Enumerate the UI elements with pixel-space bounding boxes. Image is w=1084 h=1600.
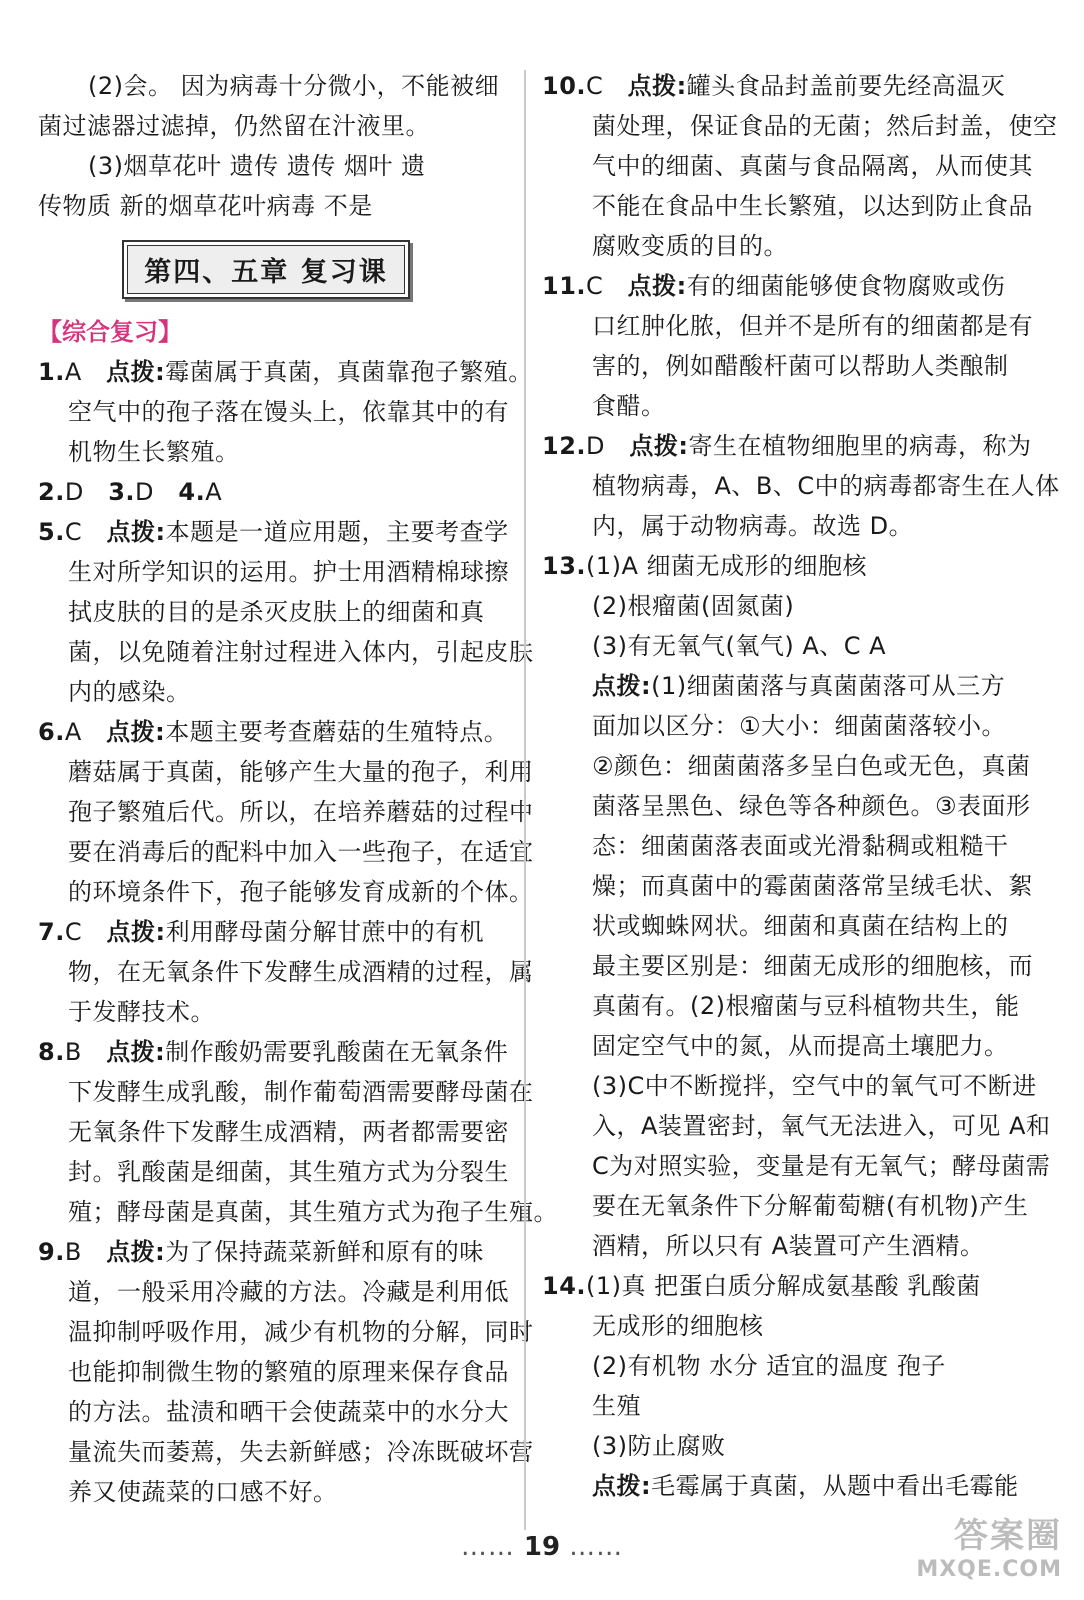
q11-line: 食醋。	[592, 392, 666, 420]
q1-line: 机物生长繁殖。	[68, 438, 240, 466]
q11-line: 害的，例如醋酸杆菌可以帮助人类酿制	[592, 352, 1009, 380]
q14-sub: (2)有机物 水分 适宜的温度 孢子	[592, 1352, 946, 1380]
q13-hint: 点拨:(1)细菌菌落与真菌菌落可从三方	[592, 672, 1006, 700]
q5-line: 内的感染。	[68, 678, 191, 706]
q13-line: 真菌有。(2)根瘤菌与豆科植物共生，能	[592, 992, 1020, 1020]
answer-item-11: 11.C 点拨:有的细菌能够使食物腐败或伤	[542, 272, 1006, 300]
q12-line: 植物病毒，A、B、C中的病毒都寄生在人体	[592, 472, 1060, 500]
q5-line: 拭皮肤的目的是杀灭皮肤上的细菌和真	[68, 598, 485, 626]
answer-item-8: 8.B 点拨:制作酸奶需要乳酸菌在无氧条件	[38, 1038, 509, 1066]
q1-line: 空气中的孢子落在馒头上，依靠其中的有	[68, 398, 509, 426]
q8-line: 无氧条件下发酵生成酒精，两者都需要密	[68, 1118, 509, 1146]
q6-line: 的环境条件下，孢子能够发育成新的个体。	[68, 878, 534, 906]
watermark-logo: 答案圈	[954, 1516, 1062, 1556]
q13-sub: (2)根瘤菌(固氮菌)	[592, 592, 795, 620]
column-divider	[524, 70, 526, 1530]
intro-line-3: (3)烟草花叶 遗传 遗传 烟叶 遗	[88, 152, 426, 180]
left-column	[38, 66, 558, 1512]
answer-item-13: 13.(1)A 细菌无成形的细胞核	[542, 552, 868, 580]
q8-line: 下发酵生成乳酸，制作葡萄酒需要酵母菌在	[68, 1078, 534, 1106]
answer-item-1: 1.A 点拨:霉菌属于真菌，真菌靠孢子繁殖。	[38, 358, 533, 386]
q10-line: 菌处理，保证食品的无菌；然后封盖，使空	[592, 112, 1058, 140]
q8-line: 封。乳酸菌是细菌，其生殖方式为分裂生	[68, 1158, 509, 1186]
q9-line: 养又使蔬菜的口感不好。	[68, 1478, 338, 1506]
q13-line: 酒精，所以只有 A装置可产生酒精。	[592, 1232, 985, 1260]
answer-item-6: 6.A 点拨:本题主要考查蘑菇的生殖特点。	[38, 718, 509, 746]
q10-line: 气中的细菌、真菌与食品隔离，从而使其	[592, 152, 1033, 180]
q13-sub: (3)有无氧气(氧气) A、C A	[592, 632, 887, 660]
answer-item-10: 10.C 点拨:罐头食品封盖前要先经高温灭	[542, 72, 1006, 100]
q14-sub: (3)防止腐败	[592, 1432, 726, 1460]
q9-line: 道，一般采用冷藏的方法。冷藏是利用低	[68, 1278, 509, 1306]
q10-line: 腐败变质的目的。	[592, 232, 788, 260]
q7-line: 物，在无氧条件下发酵生成酒精的过程，属	[68, 958, 534, 986]
footer-dots-right: ……	[569, 1532, 624, 1562]
chapter-box	[122, 240, 409, 299]
q8-line: 殖；酵母菌是真菌，其生殖方式为孢子生殖。	[68, 1198, 558, 1226]
answer-item-9: 9.B 点拨:为了保持蔬菜新鲜和原有的味	[38, 1238, 484, 1266]
q13-line: C为对照实验，变量是有无氧气；酵母菌需	[592, 1152, 1051, 1180]
q13-line: 菌落呈黑色、绿色等各种颜色。③表面形	[592, 792, 1031, 820]
page-number: 19	[523, 1532, 561, 1562]
q13-line: 燥；而真菌中的霉菌菌落常呈绒毛状、絮	[592, 872, 1033, 900]
q13-line: 最主要区别是：细菌无成形的细胞核，而	[592, 952, 1033, 980]
chapter-title: 第四、五章 复习课	[127, 245, 404, 294]
q5-line: 菌，以免随着注射过程进入体内，引起皮肤	[68, 638, 534, 666]
right-column	[542, 66, 1060, 1506]
watermark-url: MXQE.COM	[916, 1557, 1062, 1582]
section-label: 【综合复习】	[38, 318, 182, 346]
answer-item-5: 5.C 点拨:本题是一道应用题，主要考查学	[38, 518, 509, 546]
intro-line-1: (2)会。 因为病毒十分微小，不能被细	[88, 72, 500, 100]
answer-item-12: 12.D 点拨:寄生在植物细胞里的病毒，称为	[542, 432, 1032, 460]
q13-line: 要在无氧条件下分解葡萄糖(有机物)产生	[592, 1192, 1029, 1220]
q14-hint: 点拨:毛霉属于真菌，从题中看出毛霉能	[592, 1472, 1019, 1500]
q12-line: 内，属于动物病毒。故选 D。	[592, 512, 914, 540]
footer-dots-left: ……	[460, 1532, 515, 1562]
q10-line: 不能在食品中生长繁殖，以达到防止食品	[592, 192, 1033, 220]
intro-line-4: 传物质 新的烟草花叶病毒 不是	[38, 192, 373, 220]
q13-line: 固定空气中的氮，从而提高土壤肥力。	[592, 1032, 1009, 1060]
chapter-heading	[38, 226, 514, 312]
q7-line: 于发酵技术。	[68, 998, 215, 1026]
answer-item-14: 14.(1)真 把蛋白质分解成氨基酸 乳酸菌	[542, 1272, 981, 1300]
q13-line: 状或蜘蛛网状。细菌和真菌在结构上的	[592, 912, 1009, 940]
q9-line: 温抑制呼吸作用，减少有机物的分解，同时	[68, 1318, 534, 1346]
q13-line: 入，A装置密封，氧气无法进入，可见 A和	[592, 1112, 1051, 1140]
q6-line: 蘑菇属于真菌，能够产生大量的孢子，利用	[68, 758, 534, 786]
q6-line: 要在消毒后的配料中加入一些孢子，在适宜	[68, 838, 534, 866]
answer-item-7: 7.C 点拨:利用酵母菌分解甘蔗中的有机	[38, 918, 485, 946]
q13-line: (3)C中不断搅拌，空气中的氧气可不断进	[592, 1072, 1037, 1100]
q13-line: 面加以区分：①大小：细菌菌落较小。	[592, 712, 1007, 740]
q5-line: 生对所学知识的运用。护士用酒精棉球擦	[68, 558, 509, 586]
q13-line: 态：细菌菌落表面或光滑黏稠或粗糙干	[592, 832, 1009, 860]
answer-items-2-4: 2.D 3.D 4.A	[38, 478, 223, 506]
intro-line-2: 菌过滤器过滤掉，仍然留在汁液里。	[38, 112, 430, 140]
q13-line: ②颜色：细菌菌落多呈白色或无色，真菌	[592, 752, 1031, 780]
q9-line: 也能抑制微生物的繁殖的原理来保存食品	[68, 1358, 509, 1386]
q11-line: 口红肿化脓，但并不是所有的细菌都是有	[592, 312, 1033, 340]
q14-sub: 无成形的细胞核	[592, 1312, 764, 1340]
watermark	[902, 1508, 1062, 1582]
q9-line: 的方法。盐渍和晒干会使蔬菜中的水分大	[68, 1398, 509, 1426]
q6-line: 孢子繁殖后代。所以，在培养蘑菇的过程中	[68, 798, 534, 826]
q9-line: 量流失而萎蔫，失去新鲜感；冷冻既破坏营	[68, 1438, 534, 1466]
q14-sub: 生殖	[592, 1392, 641, 1420]
